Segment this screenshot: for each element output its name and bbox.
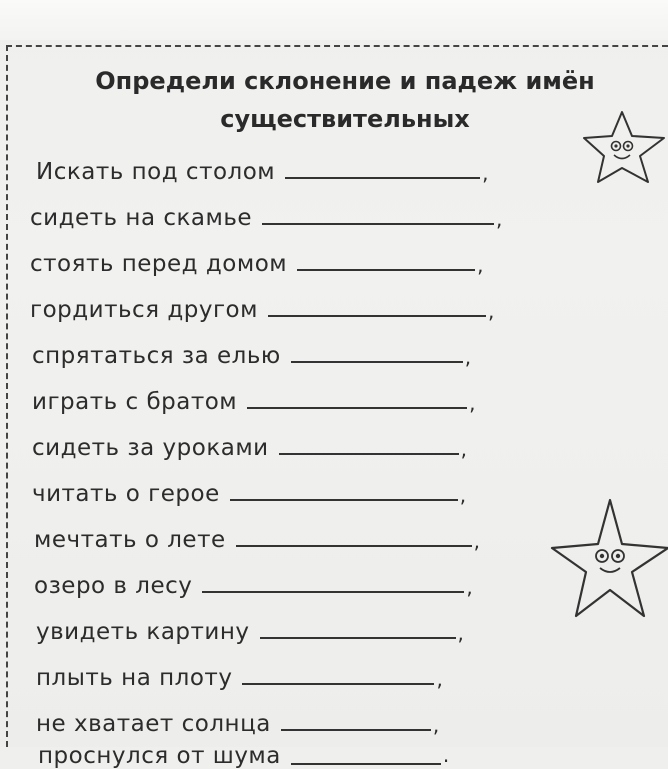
worksheet-title: Определи склонение и падеж имён существительных (95, 67, 595, 133)
answer-blank[interactable] (202, 591, 464, 593)
exercise-item (30, 283, 495, 323)
item-phrase: читать о герое (32, 481, 220, 507)
page-top-margin (0, 0, 668, 40)
exercise-item (36, 145, 489, 185)
item-punctuation: , (464, 345, 472, 369)
item-phrase: сидеть за уроками (32, 435, 269, 461)
exercise-item (36, 651, 443, 691)
exercise-item (32, 375, 476, 415)
answer-blank[interactable] (279, 453, 459, 455)
answer-blank[interactable] (230, 499, 458, 501)
smiling-star-icon (582, 108, 668, 186)
item-punctuation: , (459, 483, 467, 507)
exercise-item (34, 513, 481, 553)
exercise-item (34, 559, 473, 599)
answer-blank[interactable] (236, 545, 472, 547)
item-phrase: гордиться другом (30, 297, 258, 323)
smiling-star-icon (548, 496, 668, 618)
answer-blank[interactable] (285, 177, 480, 179)
exercise-item (32, 329, 472, 369)
item-punctuation: , (460, 437, 468, 461)
answer-blank[interactable] (262, 223, 494, 225)
item-phrase: увидеть картину (36, 619, 250, 645)
item-punctuation: , (469, 391, 477, 415)
answer-blank[interactable] (297, 269, 475, 271)
exercise-item (30, 237, 484, 277)
answer-blank[interactable] (247, 407, 467, 409)
item-punctuation: , (482, 161, 490, 185)
item-phrase: Искать под столом (36, 159, 276, 185)
item-phrase: играть с братом (32, 389, 238, 415)
item-phrase: мечтать о лете (34, 527, 226, 553)
item-phrase: не хватает солнца (36, 711, 271, 737)
answer-blank[interactable] (291, 763, 441, 765)
answer-blank[interactable] (281, 729, 431, 731)
item-phrase: спрятаться за елью (32, 343, 281, 369)
answer-blank[interactable] (268, 315, 486, 317)
item-punctuation: , (432, 713, 440, 737)
exercise-item (36, 697, 440, 737)
item-phrase: сидеть на скамье (30, 205, 253, 231)
exercise-item (36, 605, 464, 645)
item-punctuation: , (457, 621, 465, 645)
item-punctuation: , (477, 253, 484, 277)
exercise-item (32, 467, 467, 507)
dashed-border-top (6, 45, 668, 47)
item-phrase: проснулся от шума (38, 743, 281, 769)
answer-blank[interactable] (260, 637, 456, 639)
answer-blank[interactable] (242, 683, 434, 685)
item-punctuation: , (487, 299, 495, 323)
item-phrase: озеро в лесу (34, 573, 193, 599)
item-punctuation: , (496, 207, 503, 231)
item-punctuation: , (466, 575, 474, 599)
item-punctuation: , (436, 667, 444, 691)
dashed-border-left (6, 45, 8, 747)
exercise-item (32, 421, 467, 461)
exercise-item (30, 191, 503, 231)
item-phrase: плыть на плоту (36, 665, 233, 691)
item-punctuation: , (473, 529, 481, 553)
answer-blank[interactable] (291, 361, 463, 363)
item-punctuation: . (442, 743, 450, 767)
item-phrase: стоять перед домом (30, 251, 288, 277)
